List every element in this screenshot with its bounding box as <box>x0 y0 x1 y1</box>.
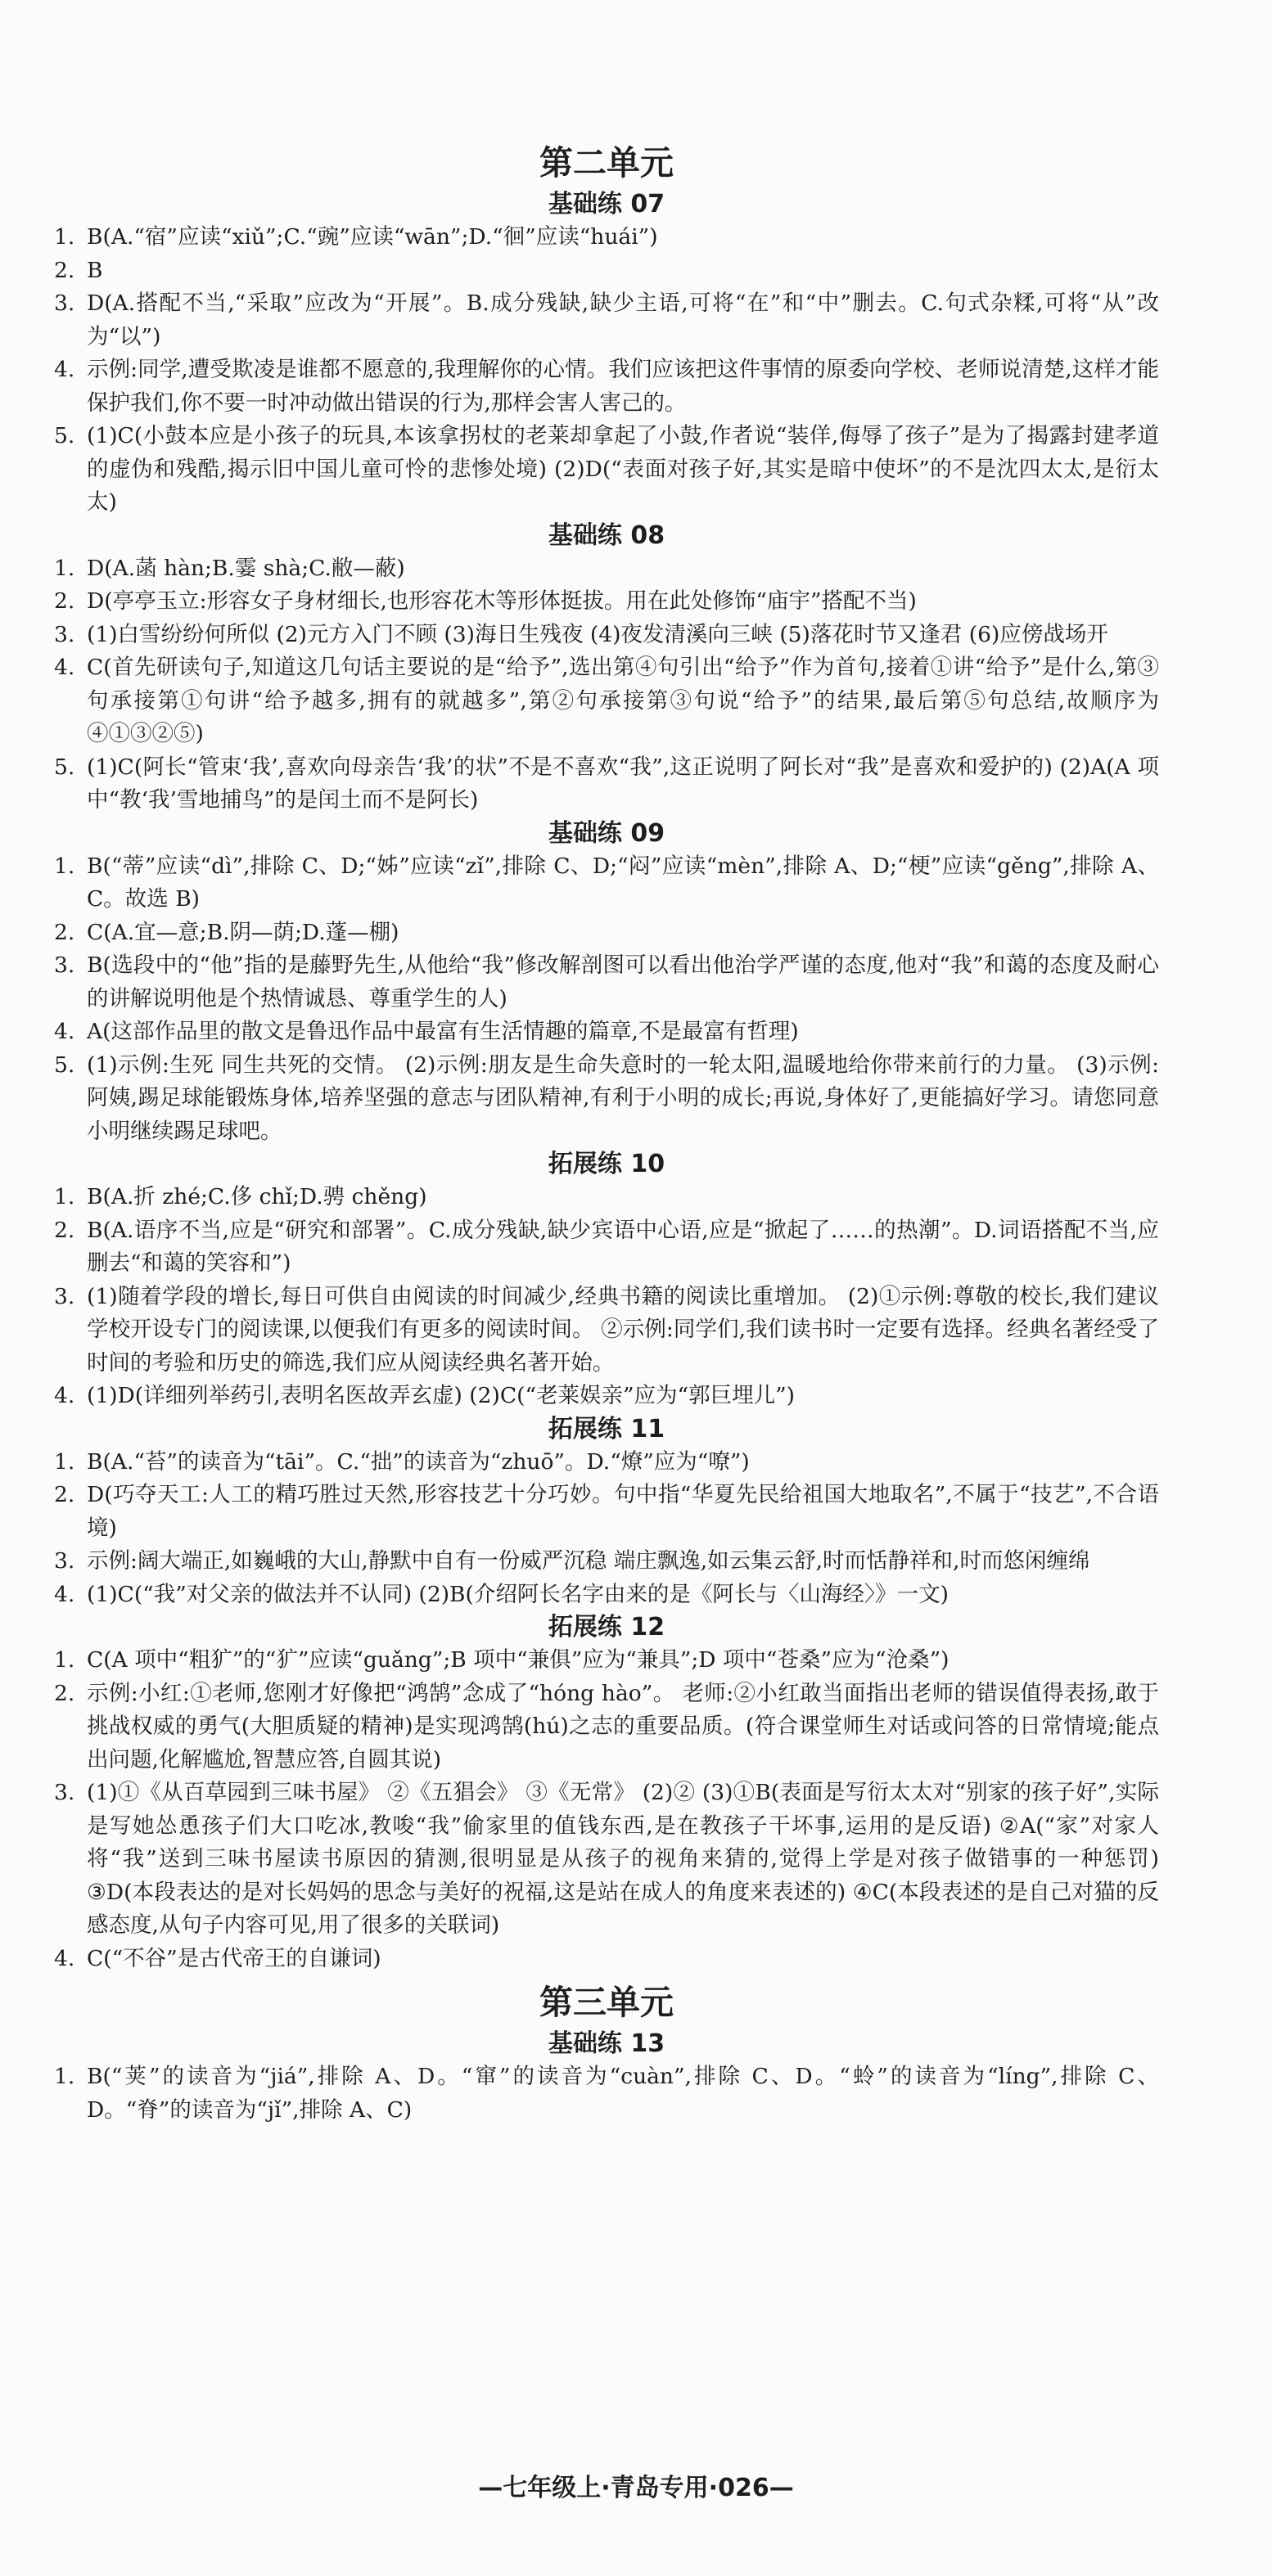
answer-text: 示例:阔大端正,如巍峨的大山,静默中自有一份威严沉稳 端庄飘逸,如云集云舒,时而恬静祥和,时而悠闲缠绵 <box>87 1548 1090 1574</box>
answer-item <box>54 1016 1159 1049</box>
answer-item <box>54 1049 1159 1149</box>
answer-number: 1. <box>54 1647 75 1673</box>
answer-text: 示例:小红:①老师,您刚才好像把“鸿鹄”念成了“hóng hào”。 老师:②小红敢当面指出老师的错误值得表扬,敢于挑战权威的勇气(大胆质疑的精神)是实现鸿鹄(hú)之志的重要品质。(符合课堂师生对话或问答的日常情境;能点出问题,化解尴尬,智慧应答,自圆其说) <box>87 1680 1159 1772</box>
answer-item <box>54 552 1159 586</box>
answer-item <box>54 1380 1159 1413</box>
answer-text: B(A.折 zhé;C.侈 chǐ;D.骋 chěng) <box>87 1184 427 1209</box>
answer-text: (1)白雪纷纷何所似 (2)元方入门不顾 (3)海日生残夜 (4)夜发清溪向三峡 (5)落花时节又逢君 (6)应傍战场开 <box>87 621 1108 647</box>
answer-number: 2. <box>54 257 75 283</box>
answer-number: 3. <box>54 952 75 978</box>
answer-text: B(选段中的“他”指的是藤野先生,从他给“我”修改解剖图可以看出他治学严谨的态度,他对“我”和蔼的态度及耐心的讲解说明他是个热情诚恳、尊重学生的人) <box>87 952 1159 1011</box>
answer-text: A(这部作品里的散文是鲁迅作品中最富有生活情趣的篇章,不是最富有哲理) <box>87 1019 799 1044</box>
answer-item <box>54 1678 1159 1777</box>
answer-number: 5. <box>54 423 75 448</box>
answer-item <box>54 1777 1159 1943</box>
answer-item <box>54 254 1159 288</box>
answer-text: D(A.搭配不当,“采取”应改为“开展”。B.成分残缺,缺少主语,可将“在”和“中”删去。C.句式杂糅,可将“从”改为“以”) <box>87 290 1159 349</box>
answer-number: 2. <box>54 588 75 614</box>
exercise-title: 基础练 07 <box>548 190 665 218</box>
exercise-title: 基础练 13 <box>548 2029 665 2058</box>
answer-item <box>54 287 1159 354</box>
exercise-title: 拓展练 11 <box>548 1414 665 1443</box>
answer-number: 3. <box>54 1283 75 1309</box>
answer-item <box>54 1479 1159 1545</box>
answer-item <box>54 1181 1159 1214</box>
answer-number: 4. <box>54 1383 75 1408</box>
answer-number: 2. <box>54 1217 75 1243</box>
answer-number: 2. <box>54 1680 75 1706</box>
answer-text: C(首先研读句子,知道这几句话主要说的是“给予”,选出第④句引出“给予”作为首句,接着①讲“给予”是什么,第③句承接第①句讲“给予越多,拥有的就越多”,第②句承接第③句说“给予”的结果,最后第⑤句总结,故顺序为④①③②⑤) <box>87 655 1159 746</box>
exercise-title: 拓展练 10 <box>548 1150 665 1178</box>
answer-text: (1)示例:生死 同生共死的交情。 (2)示例:朋友是生命失意时的一轮太阳,温暖地给你带来前行的力量。 (3)示例:阿姨,踢足球能锻炼身体,培养坚强的意志与团队精神,有利于小明的成长;再说,身体好了,更能搞好学习。请您同意小明继续踢足球吧。 <box>87 1052 1159 1144</box>
answer-text: D(亭亭玉立:形容女子身材细长,也形容花木等形体挺拔。用在此处修饰“庙宇”搭配不当) <box>87 588 917 614</box>
answer-item <box>54 1214 1159 1281</box>
answer-number: 4. <box>54 1019 75 1044</box>
answer-text: B(“蒂”应读“dì”,排除 C、D;“姊”应读“zǐ”,排除 C、D;“闷”应读“mèn”,排除 A、D;“梗”应读“gěng”,排除 A、C。故选 B) <box>87 853 1159 912</box>
answer-text: (1)随着学段的增长,每日可供自由阅读的时间减少,经典书籍的阅读比重增加。 (2)①示例:尊敬的校长,我们建议学校开设专门的阅读课,以便我们有更多的阅读时间。 ②示例:同学们,我们读书时一定要有选择。经典名著经受了时间的考验和历史的筛选,我们应从阅读经典名著开始。 <box>87 1283 1159 1376</box>
page-footer: —七年级上·青岛专用·026— <box>478 2474 794 2502</box>
answer-text: B <box>87 257 103 283</box>
answer-number: 3. <box>54 1780 75 1805</box>
exercise-title: 拓展练 12 <box>548 1613 665 1642</box>
answer-text: 示例:同学,遭受欺凌是谁都不愿意的,我理解你的心情。我们应该把这件事情的原委向学校、老师说清楚,这样才能保护我们,你不要一时冲动做出错误的行为,那样会害人害己的。 <box>87 357 1159 416</box>
answer-item <box>54 1545 1159 1578</box>
answer-number: 4. <box>54 655 75 680</box>
answer-number: 1. <box>54 1448 75 1475</box>
exercise-title: 基础练 08 <box>548 520 665 550</box>
answer-text: C(A.宜—意;B.阴—荫;D.蓬—棚) <box>87 919 399 945</box>
answer-text: (1)D(详细列举药引,表明名医故弄玄虚) (2)C(“老莱娱亲”应为“郭巨埋儿”) <box>87 1383 795 1408</box>
answer-text: B(A.语序不当,应是“研究和部署”。C.成分残缺,缺少宾语中心语,应是“掀起了……的热潮”。D.词语搭配不当,应删去“和蔼的笑容和”) <box>87 1217 1159 1276</box>
answer-number: 4. <box>54 1581 75 1607</box>
answer-number: 1. <box>54 555 75 581</box>
answer-text: B(“荚”的读音为“jiá”,排除 A、D。“窜”的读音为“cuàn”,排除 C、D。“蛉”的读音为“líng”,排除 C、D。“脊”的读音为“jǐ”,排除 A、C) <box>87 2064 1159 2123</box>
answer-number: 1. <box>54 853 75 879</box>
answer-text: B(A.“苔”的读音为“tāi”。C.“拙”的读音为“zhuō”。D.“燎”应为“嘹”) <box>87 1448 750 1475</box>
unit-title: 第二单元 <box>539 143 674 182</box>
answer-number: 3. <box>54 290 75 316</box>
answer-item <box>54 1644 1159 1678</box>
answer-number: 2. <box>54 919 75 945</box>
answer-item <box>54 1281 1159 1380</box>
answer-number: 5. <box>54 1052 75 1078</box>
answer-item <box>54 354 1159 420</box>
unit-title: 第三单元 <box>539 1983 674 2022</box>
answer-content <box>54 136 1159 2127</box>
answer-item <box>54 1943 1159 1976</box>
answer-item <box>54 2060 1159 2127</box>
answer-item <box>54 1446 1159 1479</box>
answer-text: (1)①《从百草园到三味书屋》 ②《五猖会》 ③《无常》 (2)② (3)①B(表面是写衍太太对“别家的孩子好”,实际是写她怂恿孩子们大口吃冰,教唆“我”偷家里的值钱东西,是在教孩子干坏事,运用的是反语) ②A(“家”对家人将“我”送到三味书屋读书原因的猜测,很明显是从孩子的视角来猜的,觉得上学是对孩子做错事的一种惩罚) ③D(本段表达的是对长妈妈的思念与美好的祝福,这是站在成人的角度来表述的) ④C(本段表述的是自己对猫的反感态度,从句子内容可见,用了很多的关联词) <box>87 1780 1159 1938</box>
answer-text: C(A 项中“粗犷”的“犷”应读“guǎng”;B 项中“兼俱”应为“兼具”;D 项中“苍桑”应为“沧桑”) <box>87 1647 949 1673</box>
answer-item <box>54 420 1159 520</box>
answer-item <box>54 619 1159 652</box>
answer-item <box>54 850 1159 916</box>
answer-text: D(巧夺天工:人工的精巧胜过天然,形容技艺十分巧妙。句中指“华夏先民给祖国大地取名”,不属于“技艺”,不合语境) <box>87 1482 1159 1541</box>
answer-number: 1. <box>54 1184 75 1209</box>
answer-item <box>54 916 1159 950</box>
answer-text: C(“不谷”是古代帝王的自谦词) <box>87 1945 381 1971</box>
answer-item <box>54 221 1159 254</box>
answer-item <box>54 949 1159 1016</box>
exercise-title: 基础练 09 <box>548 818 665 848</box>
answer-item <box>54 651 1159 751</box>
answer-text: (1)C(小鼓本应是小孩子的玩具,本该拿拐杖的老莱却拿起了小鼓,作者说“装佯,侮辱了孩子”是为了揭露封建孝道的虚伪和残酷,揭示旧中国儿童可怜的悲惨处境) (2)D(“表面对孩子好,其实是暗中使坏”的不是沈四太太,是衍太太) <box>87 423 1159 515</box>
answer-number: 2. <box>54 1482 75 1507</box>
answer-number: 3. <box>54 1548 75 1574</box>
answer-number: 5. <box>54 754 75 780</box>
answer-text: B(A.“宿”应读“xiǔ”;C.“豌”应读“wān”;D.“徊”应读“huái”) <box>87 224 658 250</box>
answer-text: (1)C(“我”对父亲的做法并不认同) (2)B(介绍阿长名字由来的是《阿长与〈山海经〉》一文) <box>87 1581 949 1607</box>
answer-number: 4. <box>54 357 75 382</box>
answer-text: (1)C(阿长“管束‘我’,喜欢向母亲告‘我’的状”不是不喜欢“我”,这正说明了阿长对“我”是喜欢和爱护的) (2)A(A 项中“教‘我’雪地捕鸟”的是闰土而不是阿长) <box>87 754 1159 813</box>
answer-item <box>54 1578 1159 1612</box>
answer-text: D(A.菡 hàn;B.霎 shà;C.敝—蔽) <box>87 555 405 581</box>
answer-number: 4. <box>54 1945 75 1971</box>
answer-number: 1. <box>54 2064 75 2089</box>
answer-number: 3. <box>54 621 75 647</box>
answer-item <box>54 751 1159 817</box>
answer-item <box>54 585 1159 619</box>
answer-number: 1. <box>54 224 75 250</box>
